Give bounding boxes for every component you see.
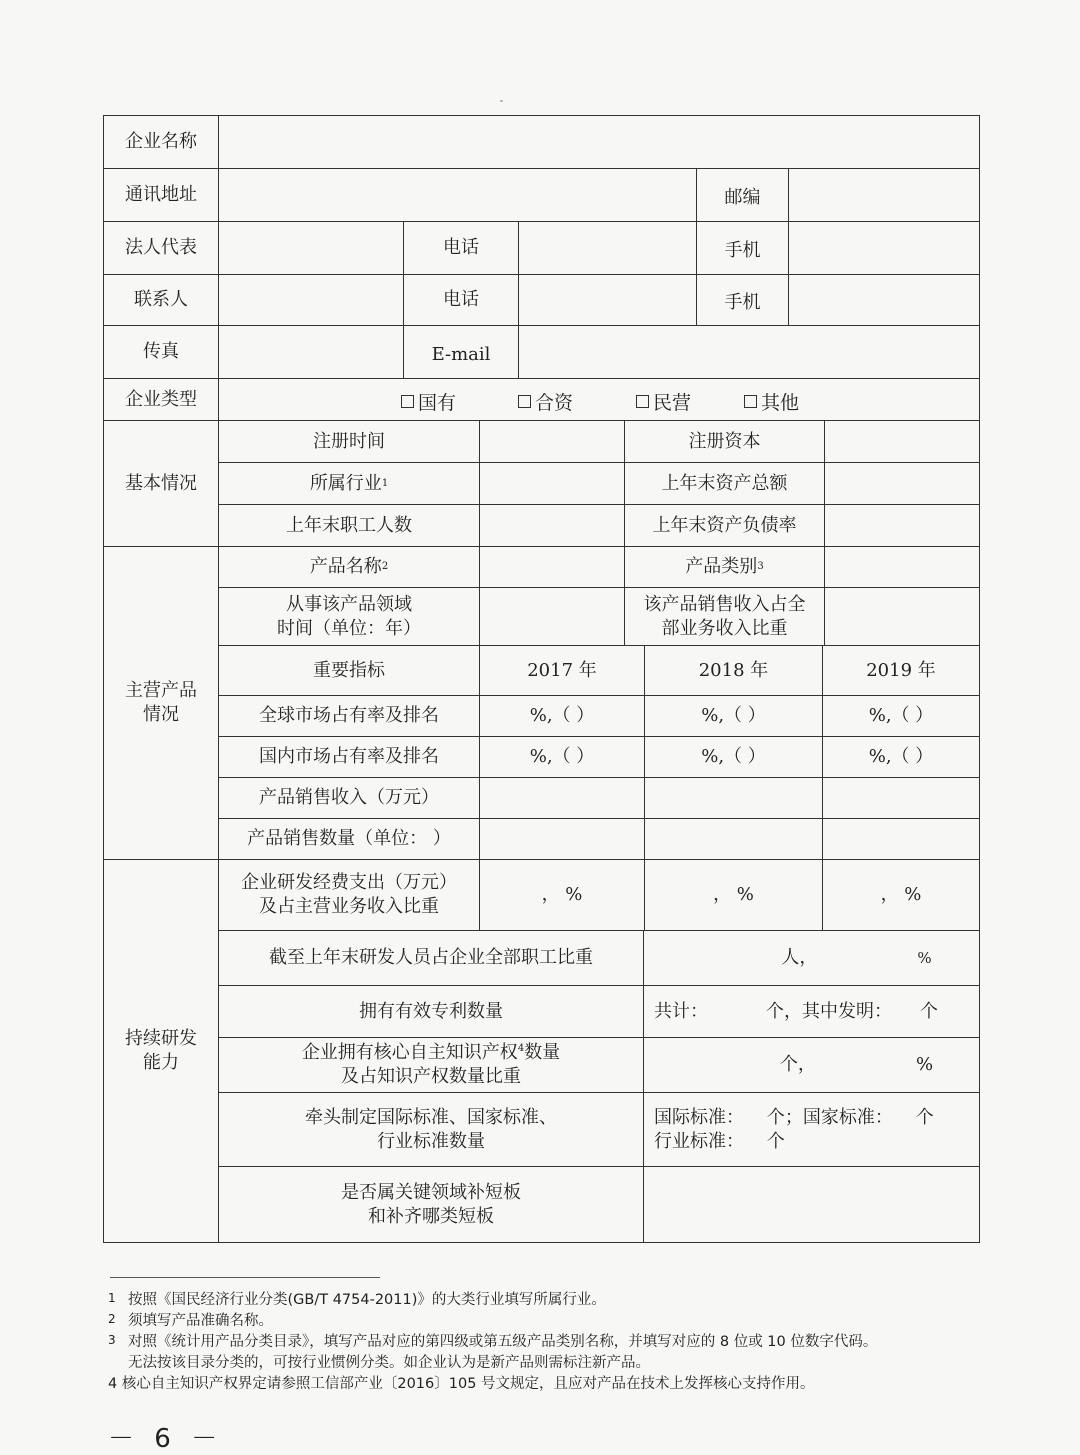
global-share-2019[interactable]: %,（ ） <box>868 705 934 726</box>
rd-expense-2017[interactable]: ， % <box>541 884 583 905</box>
contact-mobile-label: 手机 <box>724 292 761 313</box>
checkbox-icon <box>518 395 531 408</box>
type-option-other[interactable]: 其他 <box>744 388 799 415</box>
company-name-field[interactable] <box>219 116 979 168</box>
sales-income-label: 产品销售收入（万元） <box>259 787 439 808</box>
sales-share-field[interactable] <box>825 588 979 645</box>
global-share-2017[interactable]: %,（ ） <box>529 705 595 726</box>
legal-rep-field[interactable] <box>219 222 403 274</box>
reg-time-field[interactable] <box>480 421 624 462</box>
patents-label: 拥有有效专利数量 <box>359 1000 503 1022</box>
contact-mobile-field[interactable] <box>789 275 979 325</box>
checkbox-icon <box>636 395 649 408</box>
checkbox-icon <box>401 395 414 408</box>
company-type-label: 企业类型 <box>125 388 197 410</box>
rd-expense-2019[interactable]: ， % <box>880 884 922 905</box>
footnote-divider <box>110 1277 380 1278</box>
standards-label: 牵头制定国际标准、国家标准、 行业标准数量 <box>305 1106 557 1152</box>
year-2019-header: 2019 年 <box>866 659 936 681</box>
core-ip-label: 企业拥有核心自主知识产权$^4$数量 及占知识产权数量比重 <box>301 1042 561 1087</box>
contact-field[interactable] <box>219 275 403 325</box>
reg-capital-field[interactable] <box>825 421 979 462</box>
contact-phone-label: 电话 <box>443 289 479 310</box>
years-in-field-label: 从事该产品领域 时间（单位：年） <box>277 593 421 639</box>
fax-field[interactable] <box>219 326 403 378</box>
sales-qty-2018[interactable] <box>645 819 822 859</box>
product-name-label: 产品名称 2 <box>309 556 389 577</box>
debt-ratio-field[interactable] <box>825 505 979 546</box>
postcode-field[interactable] <box>789 169 979 221</box>
legal-rep-phone-field[interactable] <box>519 222 696 274</box>
email-field[interactable] <box>519 326 979 378</box>
rd-staff-label: 截至上年末研发人员占企业全部职工比重 <box>269 947 593 968</box>
address-field[interactable] <box>219 169 696 221</box>
debt-ratio-label: 上年末资产负债率 <box>652 514 797 536</box>
address-label: 通讯地址 <box>125 184 197 205</box>
years-in-field-field[interactable] <box>480 588 624 645</box>
product-name-field[interactable] <box>480 547 624 587</box>
reg-capital-label: 注册资本 <box>688 430 761 452</box>
rd-staff-field[interactable]: 人， % <box>781 947 932 968</box>
global-share-2018[interactable]: %,（ ） <box>701 705 766 726</box>
key-indicators-header: 重要指标 <box>313 659 385 681</box>
type-option-private[interactable]: 民营 <box>636 388 691 415</box>
basic-info-section-label: 基本情况 <box>125 472 197 494</box>
year-2017-header: 2017 年 <box>527 659 597 681</box>
contact-label: 联系人 <box>134 289 188 310</box>
total-assets-field[interactable] <box>825 463 979 504</box>
sales-income-2019[interactable] <box>823 778 979 818</box>
domestic-share-label: 国内市场占有率及排名 <box>259 746 439 767</box>
reg-time-label: 注册时间 <box>313 430 385 452</box>
patents-field[interactable]: 共计： 个，其中发明： 个 <box>654 1000 938 1022</box>
product-category-label: 产品类别 3 <box>685 556 764 577</box>
sales-income-2018[interactable] <box>645 778 822 818</box>
industry-field[interactable] <box>480 463 624 504</box>
type-option-joint-venture[interactable]: 合资 <box>518 388 573 415</box>
contact-phone-field[interactable] <box>519 275 696 325</box>
footnote-1: 1 按照《国民经济行业分类(GB/T 4754-2011)》的大类行业填写所属行业。 <box>108 1291 606 1308</box>
domestic-share-2019[interactable]: %,（ ） <box>868 746 934 767</box>
industry-label: 所属行业 1 <box>309 472 389 494</box>
sales-qty-2017[interactable] <box>480 819 644 859</box>
global-share-label: 全球市场占有率及排名 <box>259 705 439 726</box>
standards-field[interactable]: 国际标准： 个；国家标准： 个 行业标准： 个 <box>654 1106 934 1152</box>
product-section-label: 主营产品 情况 <box>125 680 197 725</box>
domestic-share-2018[interactable]: %,（ ） <box>701 746 766 767</box>
staff-count-field[interactable] <box>480 505 624 546</box>
legal-rep-label: 法人代表 <box>125 237 197 258</box>
company-name-label: 企业名称 <box>125 131 197 152</box>
legal-rep-mobile-field[interactable] <box>789 222 979 274</box>
footnote-2: 2 须填写产品准确名称。 <box>108 1312 273 1329</box>
core-ip-field[interactable]: 个， % <box>779 1054 934 1075</box>
rd-expense-2018[interactable]: ， % <box>713 884 754 905</box>
email-label: E-mail <box>431 344 491 365</box>
sales-qty-2019[interactable] <box>823 819 979 859</box>
page-number: － 6 － <box>108 1424 224 1454</box>
shortboard-label: 是否属关键领域补短板 和补齐哪类短板 <box>341 1181 521 1227</box>
checkbox-icon <box>744 395 757 408</box>
product-category-field[interactable] <box>825 547 979 587</box>
legal-rep-mobile-label: 手机 <box>724 240 761 261</box>
postcode-label: 邮编 <box>724 187 761 208</box>
footnote-4: 4 核心自主知识产权界定请参照工信部产业〔2016〕105 号文规定，且应对产品在技术上发挥核心支持作用。 <box>108 1376 815 1392</box>
rd-expense-label: 企业研发经费支出（万元） 及占主营业务收入比重 <box>241 872 457 917</box>
fax-label: 传真 <box>143 341 179 362</box>
staff-count-label: 上年末职工人数 <box>286 514 412 536</box>
rd-section-label: 持续研发 能力 <box>125 1028 197 1073</box>
total-assets-label: 上年末资产总额 <box>661 472 788 494</box>
year-2018-header: 2018 年 <box>698 659 769 681</box>
domestic-share-2017[interactable]: %,（ ） <box>529 746 595 767</box>
sales-qty-label: 产品销售数量（单位： ） <box>247 828 451 849</box>
footnote-3: 3 对照《统计用产品分类目录》，填写产品对应的第四级或第五级产品类别名称，并填写对应的 8 位或 10 位数字代码。无法按该目录分类的，可按行业惯例分类。如企业认为是新产品则需标注新产品。 <box>108 1333 878 1371</box>
sales-share-label: 该产品销售收入占全 部业务收入比重 <box>643 593 806 639</box>
legal-rep-phone-label: 电话 <box>443 237 479 258</box>
footnotes <box>108 1290 1008 1395</box>
type-option-state-owned[interactable]: 国有 <box>401 388 456 415</box>
sales-income-2017[interactable] <box>480 778 644 818</box>
shortboard-field[interactable] <box>644 1167 979 1242</box>
